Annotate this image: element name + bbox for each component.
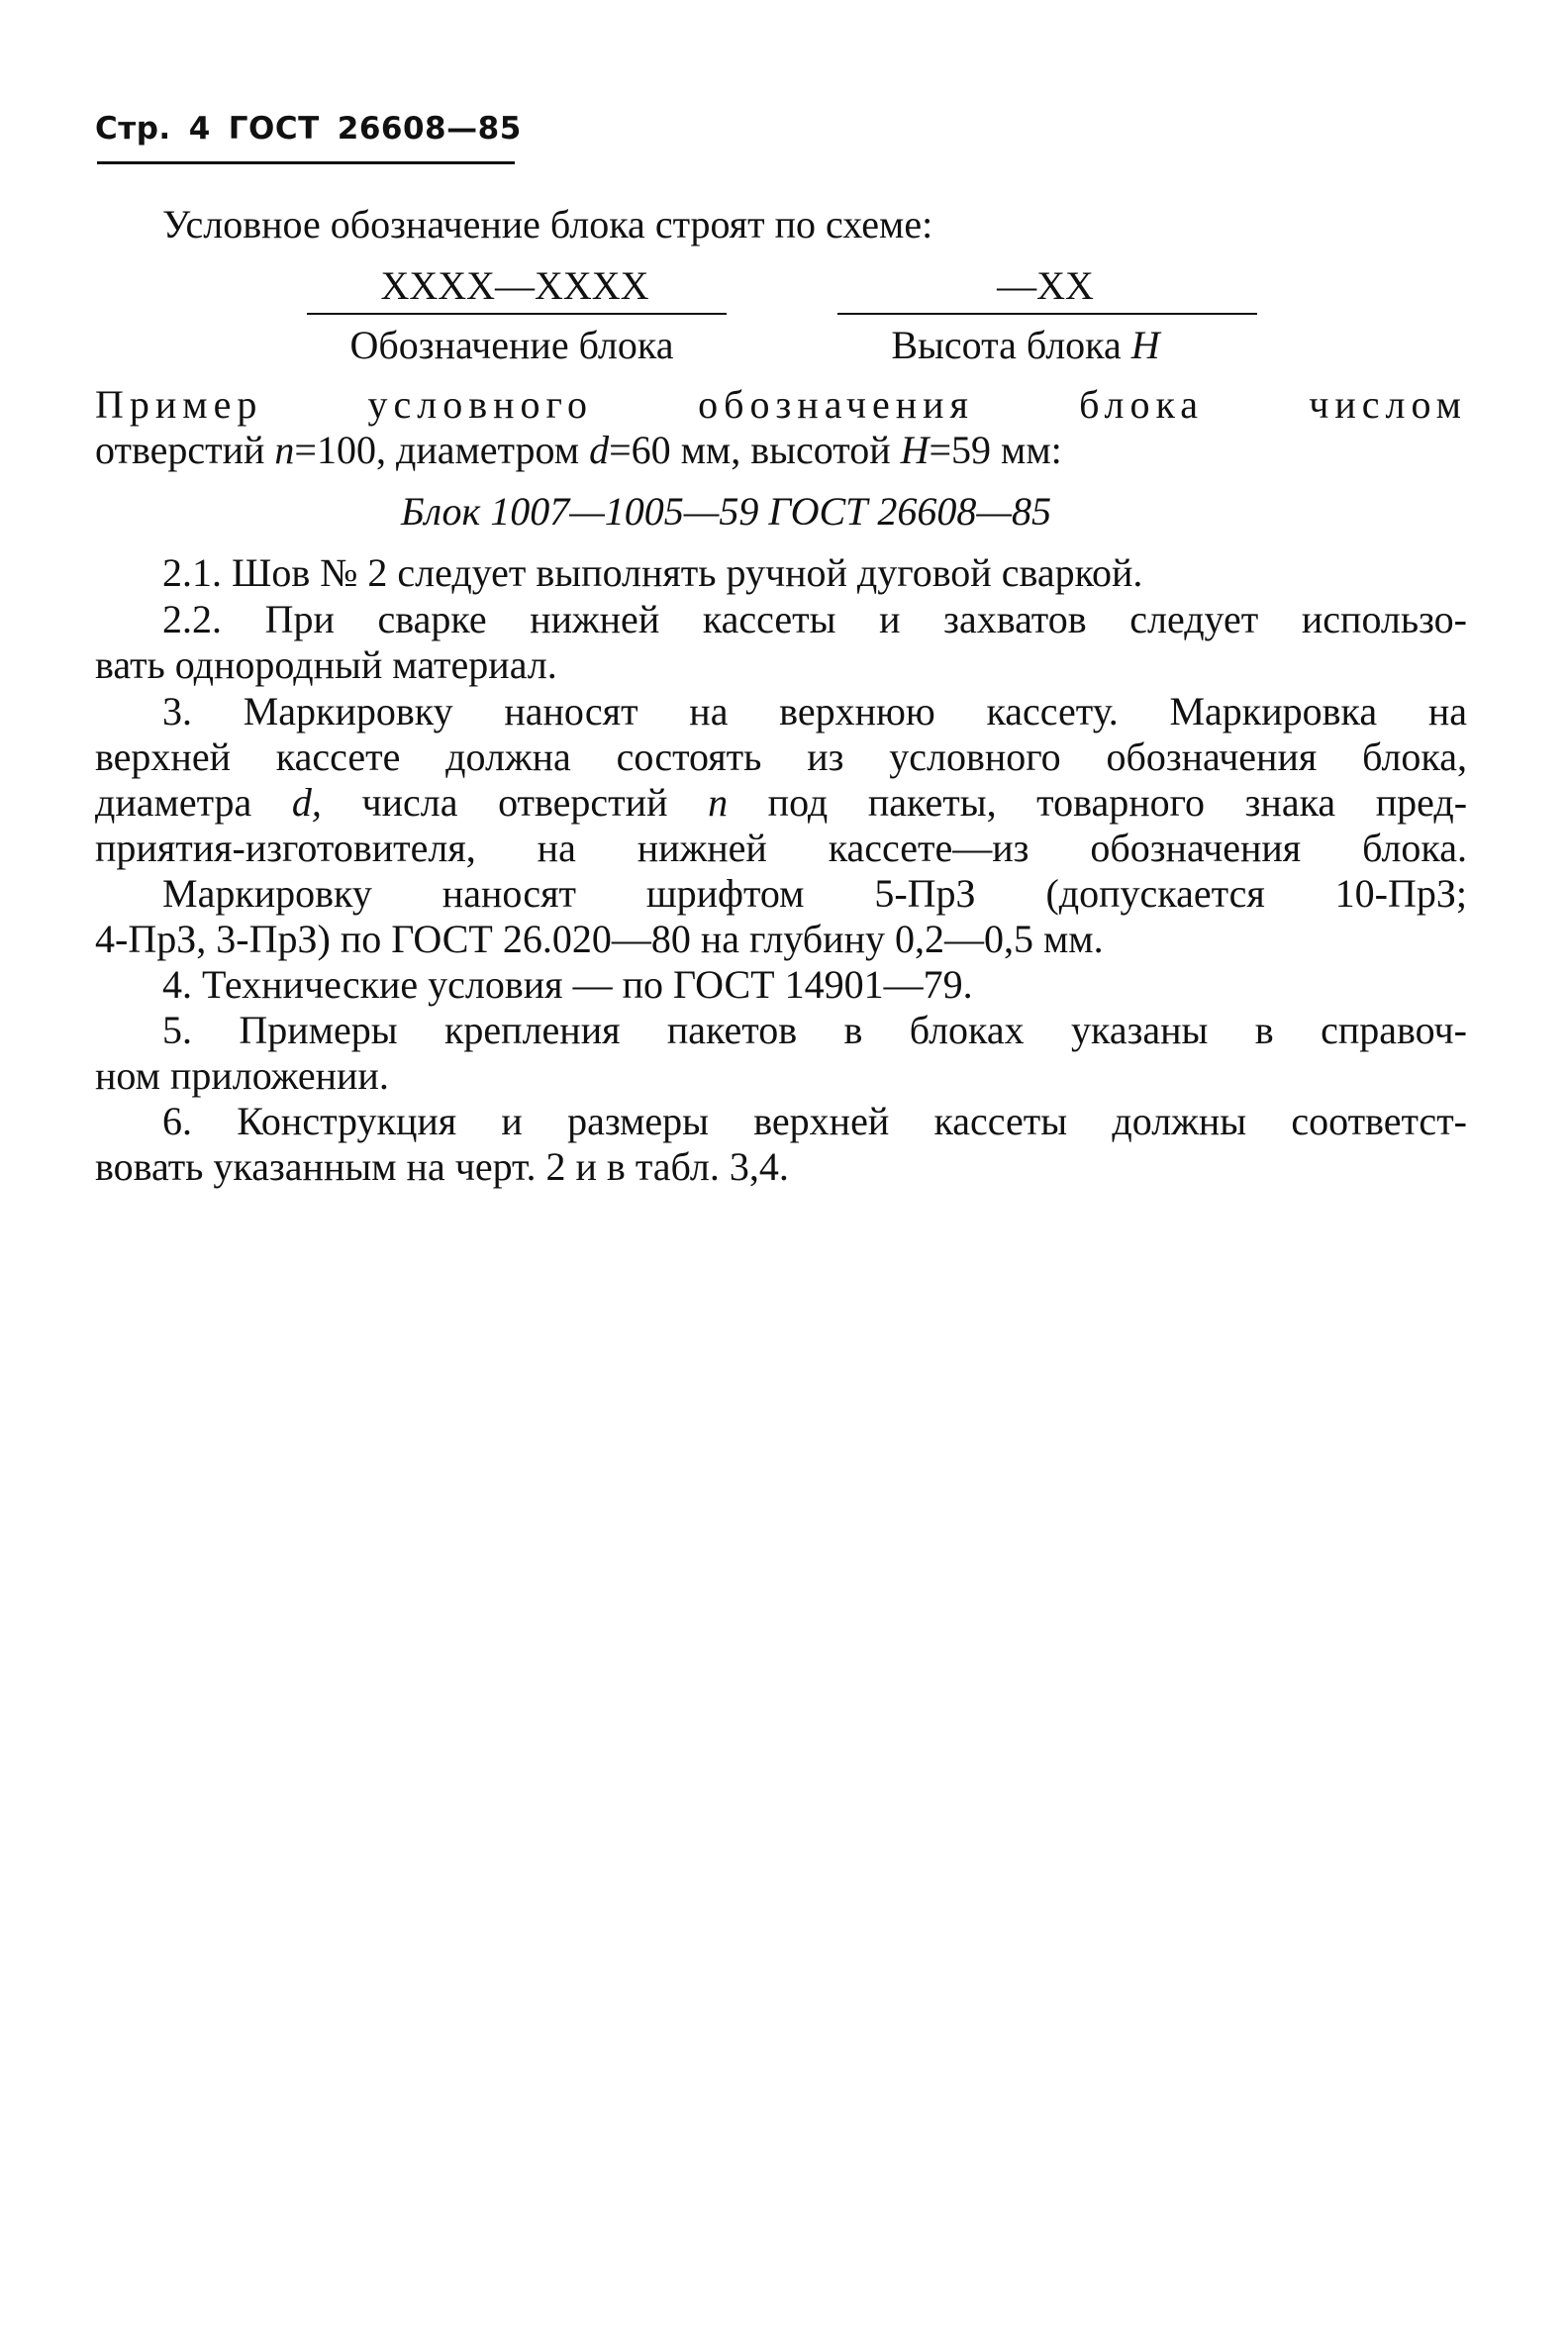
item-3-var-d: d, — [291, 780, 322, 825]
scheme-right-code: —XX — [997, 263, 1094, 308]
example-designation: Блок 1007—1005—59 ГОСТ 26608—85 — [401, 489, 1051, 534]
scheme-intro: Условное обозначение блока строят по схеме: — [162, 202, 933, 246]
example-text-a: отверстий — [95, 428, 265, 472]
scheme-right-label-var: H — [1130, 323, 1160, 367]
example-text-b: =100, диаметром — [294, 428, 580, 472]
item-4: 4. Технические условия — по ГОСТ 14901—79. — [162, 962, 973, 1007]
example-var-h: H — [900, 428, 930, 472]
item-3-var-n: n — [708, 780, 729, 825]
scheme-left-label: Обозначение блока — [349, 323, 674, 367]
example-text-e: =59 мм: — [929, 428, 1062, 472]
marking-line-1: Маркировку наносят шрифтом 5-ПрЗ (допускается 10-ПрЗ; — [162, 871, 1467, 916]
example-text-c: =60 мм, высотой — [609, 428, 891, 472]
item-3-text-a: диаметра — [95, 780, 252, 825]
item-2-2-line-2: вать однородный материал. — [95, 642, 557, 687]
item-2-2-line-1: 2.2. При сварке нижней кассеты и захватов следует использо- — [162, 597, 1467, 641]
example-var-n: n — [274, 428, 295, 472]
example-var-d: d — [589, 428, 610, 472]
standard-number: 26608—85 — [337, 111, 522, 147]
example-line-2 — [95, 428, 1062, 473]
marking-line-2: 4-ПрЗ, 3-ПрЗ) по ГОСТ 26.020—80 на глубину 0,2—0,5 мм. — [95, 917, 1104, 961]
scheme-right-rule — [837, 313, 1257, 315]
item-5-line-1: 5. Примеры крепления пакетов в блоках указаны в справоч- — [162, 1008, 1467, 1052]
example-line-1 — [95, 382, 1467, 428]
scheme-right-label — [837, 323, 1214, 368]
item-3-text-b: числа отверстий — [361, 780, 668, 825]
item-3-line-3 — [95, 780, 1467, 826]
item-2-1: 2.1. Шов № 2 следует выполнять ручной дуговой сваркой. — [162, 550, 1143, 595]
item-3-line-4: приятия-изготовителя, на нижней кассете—из обозначения блока. — [95, 826, 1467, 870]
item-3-text-c: под пакеты, товарного знака пред- — [767, 780, 1468, 825]
standard-label: ГОСТ — [228, 111, 320, 147]
page-label: Стр. — [95, 111, 171, 147]
item-6-line-1: 6. Конструкция и размеры верхней кассеты должны соответст- — [162, 1099, 1467, 1143]
item-5-line-2: ном приложении. — [95, 1053, 389, 1098]
item-3-line-1: 3. Маркировку наносят на верхнюю кассету. Маркировка на — [162, 689, 1467, 733]
item-3-line-2: верхней кассете должна состоять из условного обозначения блока, — [95, 734, 1467, 779]
page-number: 4 — [188, 111, 211, 147]
item-6-line-2: вовать указанным на черт. 2 и в табл. 3,4. — [95, 1144, 789, 1189]
scheme-left-rule — [307, 313, 727, 315]
scheme-right-label-text: Высота блока — [891, 323, 1122, 367]
running-header — [95, 111, 522, 147]
header-rule — [97, 161, 515, 164]
example-line-1-text: Пример условного обозначения блока числом — [95, 382, 1467, 427]
scheme-left-code: XXXX—XXXX — [380, 263, 649, 308]
